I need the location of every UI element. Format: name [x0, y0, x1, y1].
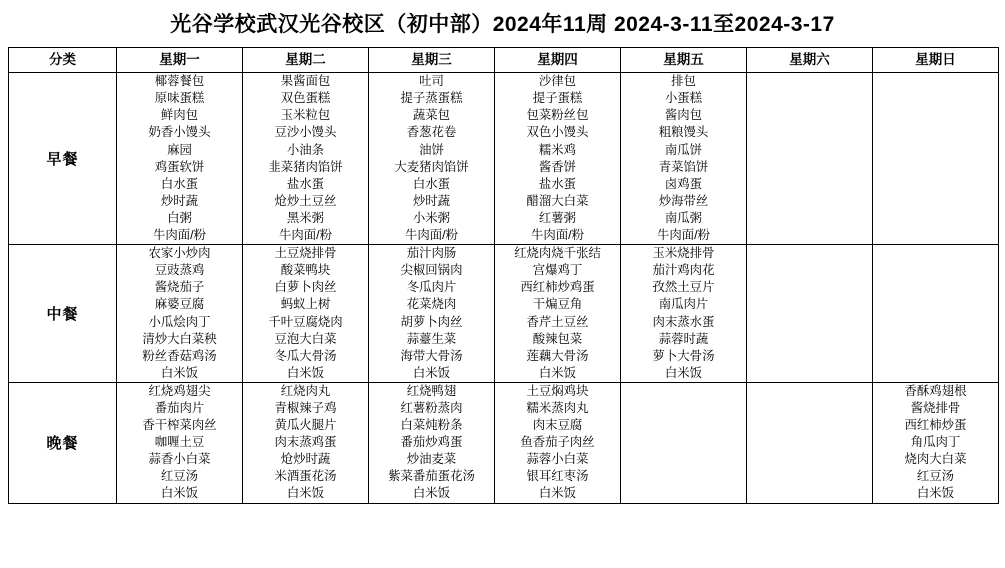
- dish-item: 韭菜猪肉馅饼: [268, 159, 343, 174]
- dish-item: 蒜蓉时蔬: [658, 331, 709, 346]
- dish-item: 肉末蒸鸡蛋: [274, 435, 337, 450]
- dish-item: 双色蛋糕: [280, 91, 331, 106]
- dish-item: 白粥: [167, 210, 192, 225]
- dish-item: 红豆汤: [916, 469, 955, 484]
- dish-item: 大麦猪肉馅饼: [394, 159, 469, 174]
- dish-item: 南瓜粥: [664, 210, 703, 225]
- dish-item: 牛肉面/粉: [152, 228, 206, 243]
- dish-item: 炒油麦菜: [406, 452, 457, 467]
- dish-item: 豆豉蒸鸡: [154, 263, 205, 278]
- dish-item: 肉末豆腐: [532, 418, 583, 433]
- dish-item: 排包: [671, 74, 696, 89]
- dish-item: 玉米粒包: [280, 108, 331, 123]
- table-body: [9, 73, 999, 503]
- dish-item: 小油条: [286, 142, 325, 157]
- dish-item: 白水蛋: [412, 176, 451, 191]
- dish-item: 玉米烧排骨: [652, 246, 715, 261]
- dish-item: 小米粥: [412, 210, 451, 225]
- dish-item: 吐司: [419, 74, 444, 89]
- dish-item: 酱烧排骨: [910, 400, 961, 415]
- dish-item: 香酥鸡翅根: [904, 383, 967, 398]
- column-header-thursday: 星期四: [495, 48, 621, 73]
- table-row: [9, 382, 999, 503]
- column-header-monday: 星期一: [117, 48, 243, 73]
- row-label-dinner: 晚餐: [9, 382, 117, 503]
- weekly-menu-table: [8, 47, 999, 503]
- dish-item: 红烧肉烧千张结: [514, 246, 601, 261]
- column-header-tuesday: 星期二: [243, 48, 369, 73]
- dish-item: 宫爆鸡丁: [532, 263, 583, 278]
- dish-item: 咖喱土豆: [154, 435, 205, 450]
- dish-item: 蒜蓉小白菜: [526, 452, 589, 467]
- dish-item: 小瓜烩肉丁: [148, 314, 211, 329]
- meal-cell: [873, 382, 999, 503]
- dish-item: 沙律包: [538, 74, 577, 89]
- dish-item: 孜然土豆片: [652, 280, 715, 295]
- page-title: 光谷学校武汉光谷校区（初中部）2024年11周 2024-3-11至2024-3-17: [170, 13, 835, 36]
- dish-item: 粗粮馒头: [658, 125, 709, 140]
- dish-item: 白米饭: [538, 365, 577, 380]
- table-row: [9, 245, 999, 383]
- dish-item: 白水蛋: [160, 176, 199, 191]
- dish-item: 酸菜鸭块: [280, 263, 331, 278]
- dish-item: 鲜肉包: [160, 108, 199, 123]
- table-header: [9, 48, 999, 73]
- dish-item: 双色小馒头: [526, 125, 589, 140]
- dish-item: 农家小炒肉: [148, 246, 211, 261]
- dish-item: 红薯粉蒸肉: [400, 400, 463, 415]
- meal-cell: [621, 382, 747, 503]
- dish-item: 白米饭: [160, 486, 199, 501]
- dish-item: 南瓜饼: [664, 142, 703, 157]
- dish-item: 干煸豆角: [532, 297, 583, 312]
- dish-item: 胡萝卜肉丝: [400, 314, 463, 329]
- meal-cell: [369, 73, 495, 245]
- dish-item: 土豆焖鸡块: [526, 383, 589, 398]
- dish-item: 小蛋糕: [664, 91, 703, 106]
- dish-item: 番茄炒鸡蛋: [400, 435, 463, 450]
- dish-item: 银耳红枣汤: [526, 469, 589, 484]
- dish-item: 莲藕大骨汤: [526, 348, 589, 363]
- meal-cell: [117, 73, 243, 245]
- dish-item: 海带大骨汤: [400, 348, 463, 363]
- dish-item: 包菜粉丝包: [526, 108, 589, 123]
- dish-item: 牛肉面/粉: [278, 228, 332, 243]
- dish-item: 西红柿炒鸡蛋: [520, 280, 595, 295]
- dish-item: 黑米粥: [286, 210, 325, 225]
- dish-item: 卤鸡蛋: [664, 176, 703, 191]
- meal-cell: [873, 245, 999, 383]
- meal-cell: [873, 73, 999, 245]
- dish-item: 糯米鸡: [538, 142, 577, 157]
- dish-item: 蒜薹生菜: [406, 331, 457, 346]
- dish-item: 角瓜肉丁: [910, 435, 961, 450]
- dish-item: 冬瓜肉片: [406, 280, 457, 295]
- dish-item: 油饼: [419, 142, 444, 157]
- dish-item: 椰蓉餐包: [154, 74, 205, 89]
- dish-item: 酱肉包: [664, 108, 703, 123]
- dish-item: 萝卜大骨汤: [652, 348, 715, 363]
- dish-item: 茄汁鸡肉花: [652, 263, 715, 278]
- dish-item: 提子蛋糕: [532, 91, 583, 106]
- dish-item: 番茄肉片: [154, 400, 205, 415]
- dish-item: 酱香饼: [538, 159, 577, 174]
- dish-item: 酸辣包菜: [532, 331, 583, 346]
- dish-item: 牛肉面/粉: [530, 228, 584, 243]
- meal-cell: [243, 245, 369, 383]
- dish-item: 糯米蒸肉丸: [526, 400, 589, 415]
- dish-item: 麻婆豆腐: [154, 297, 205, 312]
- meal-cell: [369, 382, 495, 503]
- dish-item: 香芹土豆丝: [526, 314, 589, 329]
- dish-item: 红烧鸡翅尖: [148, 383, 211, 398]
- dish-item: 西红柿炒蛋: [904, 418, 967, 433]
- dish-item: 南瓜肉片: [658, 297, 709, 312]
- dish-item: 蚂蚁上树: [280, 297, 331, 312]
- table-row: [9, 73, 999, 245]
- dish-item: 黄瓜火腿片: [274, 418, 337, 433]
- dish-item: 炒时蔬: [160, 193, 199, 208]
- dish-item: 白米饭: [286, 365, 325, 380]
- meal-cell: [495, 73, 621, 245]
- dish-item: 豆沙小馒头: [274, 125, 337, 140]
- dish-item: 奶香小馒头: [148, 125, 211, 140]
- dish-item: 盐水蛋: [286, 176, 325, 191]
- column-header-friday: 星期五: [621, 48, 747, 73]
- meal-cell: [495, 245, 621, 383]
- dish-item: 肉末蒸水蛋: [652, 314, 715, 329]
- dish-item: 冬瓜大骨汤: [274, 348, 337, 363]
- dish-item: 香葱花卷: [406, 125, 457, 140]
- dish-item: 白米饭: [538, 486, 577, 501]
- dish-item: 红烧鸭翅: [406, 383, 457, 398]
- meal-cell: [243, 382, 369, 503]
- meal-cell: [369, 245, 495, 383]
- dish-item: 果酱面包: [280, 74, 331, 89]
- column-header-sunday: 星期日: [873, 48, 999, 73]
- dish-item: 蒜香小白菜: [148, 452, 211, 467]
- dish-item: 白米饭: [664, 365, 703, 380]
- dish-item: 鸡蛋软饼: [154, 159, 205, 174]
- dish-item: 炒海带丝: [658, 193, 709, 208]
- dish-item: 白萝卜肉丝: [274, 280, 337, 295]
- dish-item: 白菜炖粉条: [400, 418, 463, 433]
- dish-item: 千叶豆腐烧肉: [268, 314, 343, 329]
- dish-item: 盐水蛋: [538, 176, 577, 191]
- dish-item: 白米饭: [160, 365, 199, 380]
- dish-item: 醋溜大白菜: [526, 193, 589, 208]
- column-header-wednesday: 星期三: [369, 48, 495, 73]
- meal-cell: [747, 382, 873, 503]
- column-header-saturday: 星期六: [747, 48, 873, 73]
- dish-item: 酱烧茄子: [154, 280, 205, 295]
- dish-item: 炒时蔬: [412, 193, 451, 208]
- dish-item: 清炒大白菜秧: [142, 331, 217, 346]
- dish-item: 茄汁肉肠: [406, 246, 457, 261]
- meal-cell: [495, 382, 621, 503]
- dish-item: 香干榨菜肉丝: [142, 418, 217, 433]
- dish-item: 炝炒时蔬: [280, 452, 331, 467]
- dish-item: 红豆汤: [160, 469, 199, 484]
- dish-item: 烧肉大白菜: [904, 452, 967, 467]
- dish-item: 尖椒回锅肉: [400, 263, 463, 278]
- dish-item: 鱼香茄子肉丝: [520, 435, 595, 450]
- dish-item: 牛肉面/粉: [404, 228, 458, 243]
- dish-item: 白米饭: [916, 486, 955, 501]
- dish-item: 紫菜番茄蛋花汤: [388, 469, 475, 484]
- meal-cell: [243, 73, 369, 245]
- dish-item: 蔬菜包: [412, 108, 451, 123]
- meal-cell: [621, 245, 747, 383]
- dish-item: 炝炒土豆丝: [274, 193, 337, 208]
- meal-cell: [621, 73, 747, 245]
- dish-item: 青椒辣子鸡: [274, 400, 337, 415]
- meal-cell: [747, 73, 873, 245]
- dish-item: 土豆烧排骨: [274, 246, 337, 261]
- header-row: [9, 48, 999, 73]
- dish-item: 提子蒸蛋糕: [400, 91, 463, 106]
- dish-item: 白米饭: [286, 486, 325, 501]
- dish-item: 白米饭: [412, 365, 451, 380]
- row-label-lunch: 中餐: [9, 245, 117, 383]
- dish-item: 牛肉面/粉: [656, 228, 710, 243]
- dish-item: 白米饭: [412, 486, 451, 501]
- row-label-breakfast: 早餐: [9, 73, 117, 245]
- meal-cell: [747, 245, 873, 383]
- dish-item: 花菜烧肉: [406, 297, 457, 312]
- dish-item: 红薯粥: [538, 210, 577, 225]
- dish-item: 原味蛋糕: [154, 91, 205, 106]
- meal-cell: [117, 382, 243, 503]
- meal-cell: [117, 245, 243, 383]
- dish-item: 豆泡大白菜: [274, 331, 337, 346]
- dish-item: 麻园: [167, 142, 192, 157]
- dish-item: 粉丝香菇鸡汤: [142, 348, 217, 363]
- dish-item: 青菜馅饼: [658, 159, 709, 174]
- dish-item: 红烧肉丸: [280, 383, 331, 398]
- column-header-category: 分类: [9, 48, 117, 73]
- dish-item: 米酒蛋花汤: [274, 469, 337, 484]
